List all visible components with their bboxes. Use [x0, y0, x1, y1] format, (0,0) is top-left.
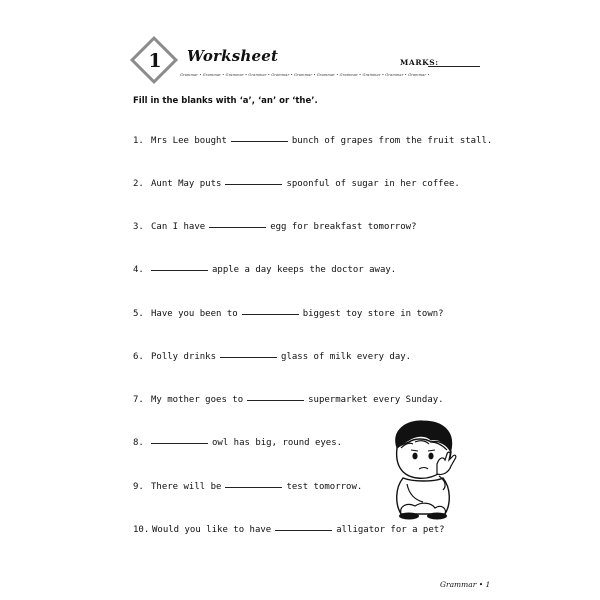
answer-blank[interactable] — [231, 141, 288, 142]
answer-blank[interactable] — [220, 357, 277, 358]
question-number: 5. — [133, 309, 144, 319]
question-text-after: egg for breakfast tomorrow? — [270, 222, 417, 232]
answer-blank[interactable] — [242, 314, 299, 315]
question-9 — [133, 482, 362, 492]
question-text-after: glass of milk every day. — [281, 352, 412, 362]
question-text-after: supermarket every Sunday. — [308, 395, 444, 405]
question-7 — [133, 395, 444, 405]
answer-blank[interactable] — [151, 270, 208, 271]
answer-blank[interactable] — [209, 227, 266, 228]
worksheet-number-badge — [130, 36, 180, 86]
question-text-after: alligator for a pet? — [336, 525, 445, 535]
question-text-before: Polly drinks — [151, 352, 217, 362]
answer-blank[interactable] — [247, 400, 304, 401]
question-number: 8. — [133, 438, 144, 448]
question-number: 6. — [133, 352, 144, 362]
question-text-before: My mother goes to — [151, 395, 244, 405]
question-text-before: Mrs Lee bought — [151, 136, 227, 146]
question-text-before: Would you like to have — [152, 525, 272, 535]
question-8 — [133, 438, 342, 448]
question-number: 1. — [133, 136, 144, 146]
question-10 — [133, 525, 445, 535]
answer-blank[interactable] — [225, 487, 282, 488]
question-text-after: apple a day keeps the doctor away. — [212, 265, 397, 275]
page-footer: Grammar • 1 — [440, 580, 491, 589]
question-2 — [133, 179, 460, 189]
question-number: 10. — [133, 525, 150, 535]
question-text-before: Have you been to — [151, 309, 238, 319]
question-3 — [133, 222, 417, 232]
question-number: 2. — [133, 179, 144, 189]
worksheet-number: 1 — [148, 50, 162, 72]
question-text-after: test tomorrow. — [286, 482, 363, 492]
question-text-after: owl has big, round eyes. — [212, 438, 343, 448]
answer-blank[interactable] — [275, 530, 332, 531]
question-6 — [133, 352, 411, 362]
question-text-after: spoonful of sugar in her coffee. — [286, 179, 460, 189]
question-text-before: Aunt May puts — [151, 179, 222, 189]
marks-blank — [428, 66, 480, 67]
instruction: Fill in the blanks with ‘a’, ‘an’ or ‘the’. — [133, 96, 318, 106]
question-text-after: bunch of grapes from the fruit stall. — [291, 136, 493, 146]
grammar-rule: Grammar • Grammar • Grammar • Grammar • Grammar • Grammar • Grammar • Grammar • Grammar • Grammar • Grammar • — [180, 73, 430, 77]
thinking-boy-icon — [385, 418, 465, 520]
worksheet-title: Worksheet — [187, 47, 279, 65]
question-number: 9. — [133, 482, 144, 492]
question-5 — [133, 309, 444, 319]
marks-label: MARKS: — [400, 58, 439, 67]
question-1 — [133, 136, 492, 146]
question-4 — [133, 265, 396, 275]
question-text-before: There will be — [151, 482, 222, 492]
answer-blank[interactable] — [151, 443, 208, 444]
question-number: 3. — [133, 222, 144, 232]
question-text-before: Can I have — [151, 222, 206, 232]
question-number: 4. — [133, 265, 144, 275]
question-text-after: biggest toy store in town? — [302, 309, 444, 319]
question-number: 7. — [133, 395, 144, 405]
answer-blank[interactable] — [225, 184, 282, 185]
